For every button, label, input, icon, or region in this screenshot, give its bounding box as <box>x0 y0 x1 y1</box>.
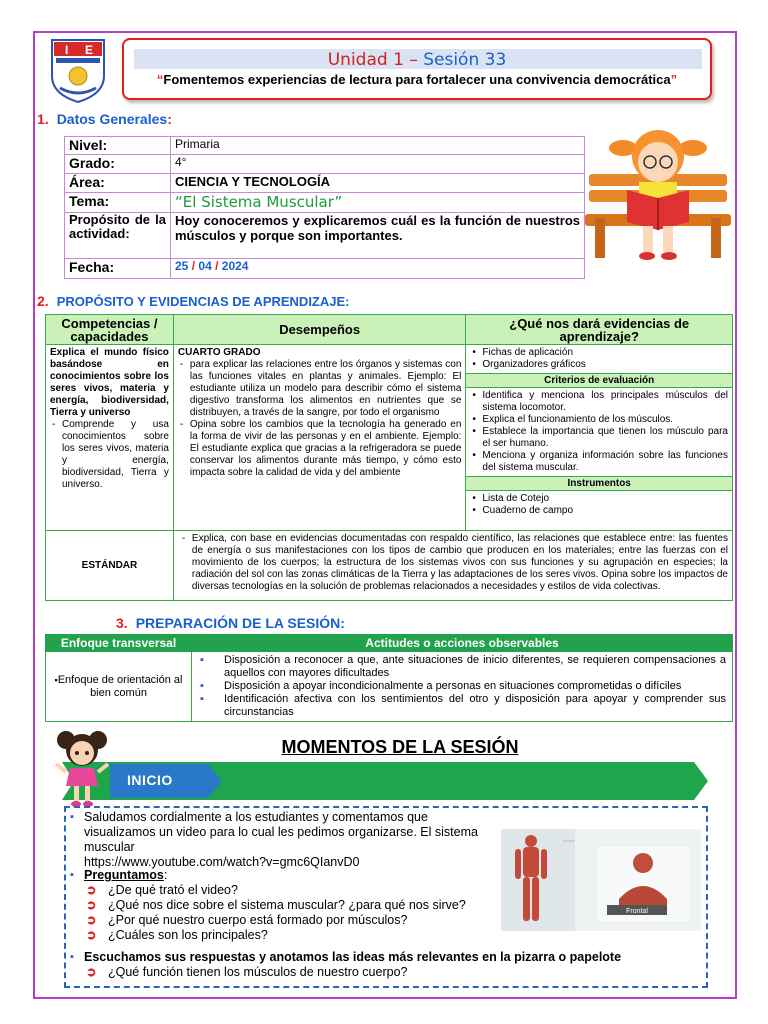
desempeno-item: - para explicar las relaciones entre los órganos y sistemas con las funciones vitales en plantas y animales. Ejemplo: El estudiante utiliza un modelo para describir cómo el sistema digestivo transforma los alimentos en nutrientes que se distribuyen, a través de la sangre, por todo el organismo <box>178 359 462 419</box>
section-3-heading: 3. PREPARACIÓN DE LA SESIÓN: <box>116 615 345 631</box>
session-subtitle: “Fomentemos experiencias de lectura para fortalecer una convivencia democrática” <box>156 72 678 87</box>
actitud-item: ▪ Disposición a reconocer a que, ante situaciones de inicio diferentes, se requieren compensaciones a aquellos con mayores dificultades <box>198 654 726 680</box>
capacidad-text: - Comprende y usa conocimientos sobre los seres vivos, materia y energía, biodiversidad, Tierra y universo. <box>50 419 169 491</box>
inicio-label: INICIO <box>127 772 173 788</box>
criterio-item: • Menciona y organiza información sobre las funciones del sistema muscular. <box>470 450 728 474</box>
fecha-value: 25 / 04 / 2024 <box>171 259 585 279</box>
criterio-item: • Establece la importancia que tienen los músculo para el ser humano. <box>470 426 728 450</box>
proposito-table <box>45 314 733 601</box>
pregunta-item: ➲ ¿Por qué nuestro cuerpo está formado por músculos? <box>84 913 500 928</box>
nivel-label: Nivel: <box>65 137 171 155</box>
header-actitudes: Actitudes o acciones observables <box>192 635 733 652</box>
grado-text: CUARTO GRADO <box>177 347 261 358</box>
video-link[interactable]: https://www.youtube.com/watch?v=gmc6QIanvD0 <box>84 855 360 869</box>
actitud-item: ▪ Disposición a apoyar incondicionalmente a personas en situaciones comprometidas o difíciles <box>198 680 726 693</box>
actitudes-cell <box>192 652 733 722</box>
pregunta-item: ➲ ¿De qué trató el video? <box>84 883 500 898</box>
respuestas-block: ▪ Escuchamos sus respuestas y anotamos las ideas más relevantes en la pizarra o papelote ➲ ¿Qué función tienen los músculos de nuestro cuerpo? <box>70 950 706 980</box>
header-competencias: Competencias / capacidades <box>46 315 174 345</box>
estandar-text: - Explica, con base en evidencias documentadas con respaldo científico, las relaciones que establece entre: las fuentes de energía o sus manifestaciones con los tipos de cambio que producen en los materiales; entre las fuerzas con el movimiento de los cuerpos; la estructura de los sistemas vivos con sus funciones y su agrupación en especies; la radiación del sol con las zonas climáticas de la Tierra y las adaptaciones de los seres vivos. Opina sobre los impactos de diversas tecnologías en la solución de problemas relacionados a necesidades y estilos de vida colectivas. <box>180 533 728 593</box>
desempeno-item: - Opina sobre los cambios que la tecnología ha generado en la forma de vivir de las personas y en el ambiente. Ejemplo: El estudiante explica que gracias a la refrigeradora se puede conservar los alimentos durante más tiempo, y cómo esto impacta sobre la calidad de vida y del ambiente <box>178 419 462 479</box>
school-logo <box>48 36 108 104</box>
area-label: Área: <box>65 174 171 193</box>
enfoque-cell: ▪Enfoque de orientación al bien común <box>46 652 192 722</box>
girl-reading-illustration <box>583 118 733 268</box>
actitud-item: ▪ Identificación afectiva con los sentimientos del otro y disposición para apoyar y comprender sus circunstancias <box>198 693 726 719</box>
evidencia-item: • Organizadores gráficos <box>470 359 728 371</box>
proposito-value: Hoy conoceremos y explicaremos cuál es la función de nuestros músculos y porque son importantes. <box>171 213 585 259</box>
tema-label: Tema: <box>65 193 171 213</box>
grado-label: Grado: <box>65 155 171 174</box>
evidencias-cell <box>466 345 733 531</box>
proposito-label: Propósito de la actividad: <box>65 213 171 259</box>
section-1-heading: 1. Datos Generales: <box>37 111 172 127</box>
girl-doll-illustration <box>52 728 112 808</box>
header-evidencias: ¿Qué nos dará evidencias de aprendizaje? <box>466 315 733 345</box>
fecha-label: Fecha: <box>65 259 171 279</box>
section-2-heading: 2. PROPÓSITO Y EVIDENCIAS DE APRENDIZAJE: <box>37 293 350 309</box>
muscular-system-video-thumbnail[interactable] <box>501 829 701 931</box>
grado-value: 4° <box>171 155 585 174</box>
criterio-item: • Explica el funcionamiento de los músculos. <box>470 414 728 426</box>
instrumento-item: • Cuaderno de campo <box>470 505 728 517</box>
inicio-text: ▪ Saludamos cordialmente a los estudiantes y comentamos que visualizamos un video para lo cual les pedimos organizarse. El sistema muscular https://www.youtube.com/watch?v=gmc6QIanvD0 <box>70 810 502 870</box>
logo-letter-e: E <box>85 43 94 57</box>
competencia-text: Explica el mundo físico basándose en conocimientos sobre los seres vivos, materia y energía, biodiversidad, Tierra y universo <box>50 347 169 418</box>
enfoque-table <box>45 634 733 722</box>
header-enfoque: Enfoque transversal <box>46 635 192 652</box>
respuestas-text: Escuchamos sus respuestas y anotamos las ideas más relevantes en la pizarra o papelote <box>84 950 622 964</box>
estandar-cell <box>173 531 732 601</box>
desempenos-cell <box>173 345 466 531</box>
instrumentos-heading: Instrumentos <box>466 476 732 491</box>
preguntamos-label: Preguntamos: <box>84 868 168 882</box>
area-value: CIENCIA Y TECNOLOGÍA <box>171 174 585 193</box>
criterio-item: • Identifica y menciona los principales músculos del sistema locomotor. <box>470 390 728 414</box>
video-caption: Frontal <box>626 908 648 915</box>
header-desempenos: Desempeños <box>173 315 466 345</box>
evidencia-item: • Fichas de aplicación <box>470 347 728 359</box>
estandar-label: ESTÁNDAR <box>46 531 174 601</box>
saludo-text: Saludamos cordialmente a los estudiantes y comentamos que visualizamos un video para lo cual les pedimos organizarse. El sistema muscular <box>84 810 478 854</box>
pregunta-item: ➲ ¿Cuáles son los principales? <box>84 928 500 943</box>
pregunta-item: ➲ ¿Qué nos dice sobre el sistema muscular? ¿para qué nos sirve? <box>84 898 500 913</box>
momentos-title: MOMENTOS DE LA SESIÓN <box>281 737 519 757</box>
datos-generales-table <box>64 136 585 279</box>
title-box <box>122 38 712 100</box>
competencias-cell <box>46 345 174 531</box>
tema-value: “El Sistema Muscular” <box>171 193 585 213</box>
enfoque-text: Enfoque de orientación al bien común <box>57 673 183 699</box>
logo-letter-i: I <box>65 43 69 57</box>
session-title: Unidad 1 – Sesión 33 <box>327 50 507 70</box>
criterios-heading: Criterios de evaluación <box>466 373 732 388</box>
pregunta-final: ➲ ¿Qué función tienen los músculos de nuestro cuerpo? <box>84 965 706 980</box>
preguntas-block: ▪ Preguntamos: ➲ ¿De qué trató el video? ➲ ¿Qué nos dice sobre el sistema muscular? ¿para qué nos sirve? ➲ ¿Por qué nuestro cuerpo está formado por músculos? ➲ ¿Cuáles son los principales? <box>70 868 500 943</box>
nivel-value: Primaria <box>171 137 585 155</box>
instrumento-item: • Lista de Cotejo <box>470 493 728 505</box>
